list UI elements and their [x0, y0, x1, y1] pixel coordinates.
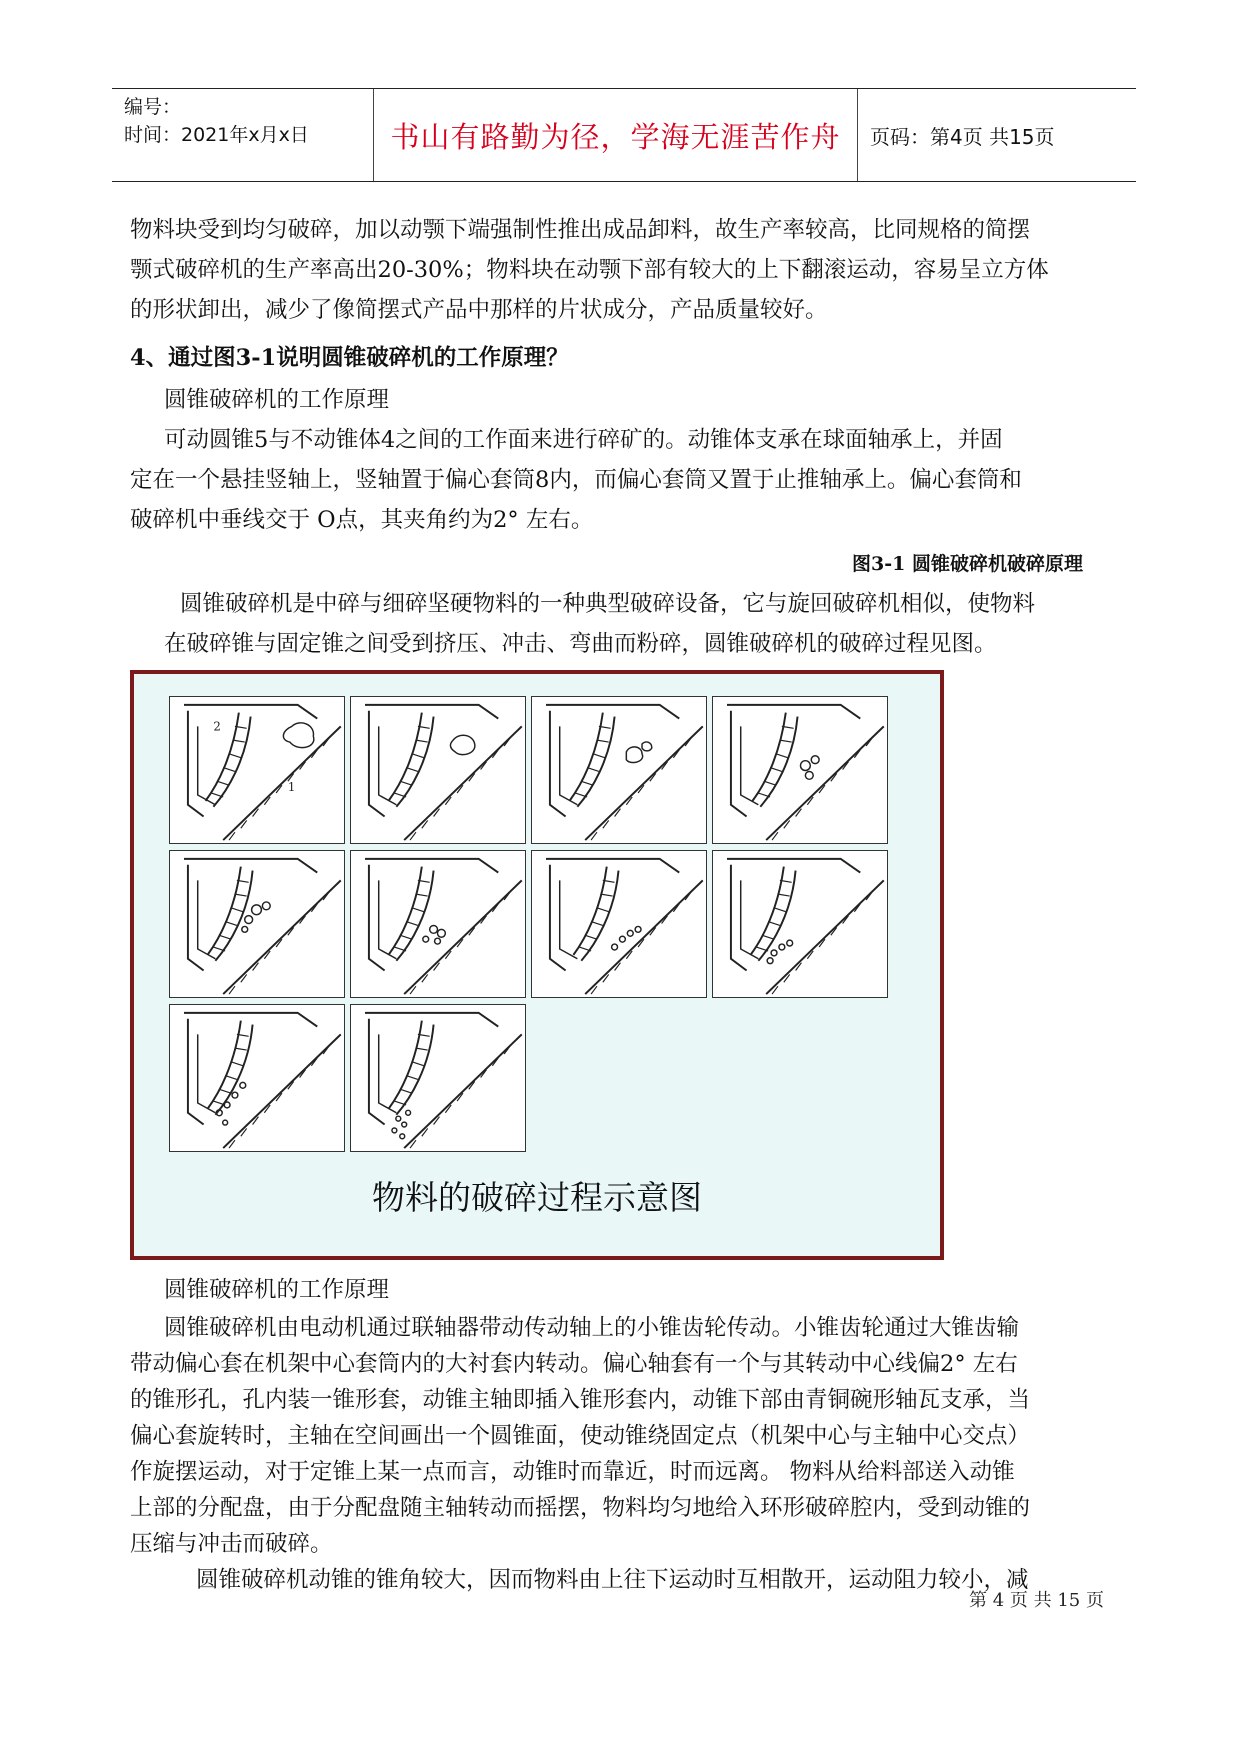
para3-line2: 在破碎锥与固定锥之间受到挤压、冲击、弯曲而粉碎，圆锥破碎机的破碎过程见图。	[164, 631, 997, 657]
page-footer: 第 4 页 共 15 页	[969, 1590, 1104, 1611]
crushing-stage-9	[169, 1004, 345, 1152]
crusher-sketch	[713, 697, 886, 842]
para2-line1: 可动圆锥5与不动锥体4之间的工作面来进行碎矿的。动锥体支承在球面轴承上，并固	[164, 427, 1003, 453]
para4-line7: 压缩与冲击而破碎。	[130, 1531, 333, 1557]
crusher-sketch	[170, 851, 343, 996]
para4-line2: 带动偏心套在机架中心套筒内的大衬套内转动。偏心轴套有一个与其转动中心线偏2° 左右	[130, 1351, 1018, 1377]
crusher-sketch	[532, 697, 705, 842]
crusher-sketch	[351, 1005, 524, 1150]
crusher-sketch	[532, 851, 705, 996]
crushing-stage-7	[531, 850, 707, 998]
para1-line2: 颚式破碎机的生产率高出20-30%；物料块在动颚下部有较大的上下翻滚运动，容易呈立方体	[130, 257, 1049, 283]
number-label: 编号：	[124, 96, 182, 118]
header-motto: 书山有路勤为径，学海无涯苦作舟	[374, 89, 858, 181]
crushing-stage-8	[712, 850, 888, 998]
subtitle-2: 圆锥破碎机的工作原理	[164, 1277, 390, 1303]
crushing-stage-6	[350, 850, 526, 998]
para5-line1: 圆锥破碎机动锥的锥角较大，因而物料由上往下运动时互相散开，运动阻力较小，减	[196, 1567, 1029, 1593]
crushing-stage-4	[712, 696, 888, 844]
crusher-sketch	[170, 697, 343, 842]
crusher-sketch	[170, 1005, 343, 1150]
para4-line6: 上部的分配盘，由于分配盘随主轴转动而摇摆，物料均匀地给入环形破碎腔内，受到动锥的	[130, 1495, 1031, 1521]
para4-line3: 的锥形孔，孔内装一锥形套，动锥主轴即插入锥形套内，动锥下部由青铜碗形轴瓦支承，当	[130, 1387, 1031, 1413]
subtitle-1: 圆锥破碎机的工作原理	[164, 387, 390, 413]
para4-line1: 圆锥破碎机由电动机通过联轴器带动传动轴上的小锥齿轮传动。小锥齿轮通过大锥齿输	[164, 1315, 1020, 1341]
crushing-stage-5	[169, 850, 345, 998]
crusher-sketch	[713, 851, 886, 996]
para1-line3: 的形状卸出，减少了像简摆式产品中那样的片状成分，产品质量较好。	[130, 297, 828, 323]
crushing-stage-2	[350, 696, 526, 844]
stage-label-2: 2	[213, 719, 221, 734]
figure-grid	[169, 696, 889, 1156]
time-label: 时间：2021年x月x日	[124, 124, 309, 146]
para2-line3: 破碎机中垂线交于 O点，其夹角约为2° 左右。	[130, 507, 594, 533]
figure-caption: 物料的破碎过程示意图	[372, 1178, 702, 1217]
page-header	[112, 88, 1136, 182]
crushing-process-figure	[130, 670, 944, 1260]
header-meta	[112, 89, 374, 181]
crushing-stage-10	[350, 1004, 526, 1152]
crusher-sketch	[351, 697, 524, 842]
para4-line4: 偏心套旋转时，主轴在空间画出一个圆锥面，使动锥绕固定点（机架中心与主轴中心交点）	[130, 1423, 1031, 1449]
crushing-stage-1	[169, 696, 345, 844]
para4-line5: 作旋摆运动，对于定锥上某一点而言，动锥时而靠近，时而远离。 物料从给料部送入动锥	[130, 1459, 1015, 1485]
question-heading: 4、通过图3-1说明圆锥破碎机的工作原理？	[130, 345, 569, 371]
para2-line2: 定在一个悬挂竖轴上，竖轴置于偏心套筒8内，而偏心套筒又置于止推轴承上。偏心套筒和	[130, 467, 1022, 493]
crushing-stage-3	[531, 696, 707, 844]
figure-label: 图3-1 圆锥破碎机破碎原理	[852, 553, 1083, 575]
crusher-sketch	[351, 851, 524, 996]
header-page-label: 页码：第4页 共15页	[870, 124, 1055, 149]
para3-line1: 圆锥破碎机是中碎与细碎坚硬物料的一种典型破碎设备，它与旋回破碎机相似，使物料	[180, 591, 1036, 617]
para1-line1: 物料块受到均匀破碎，加以动颚下端强制性推出成品卸料，故生产率较高，比同规格的简摆	[130, 217, 1031, 243]
stage-label-1: 1	[287, 780, 296, 795]
